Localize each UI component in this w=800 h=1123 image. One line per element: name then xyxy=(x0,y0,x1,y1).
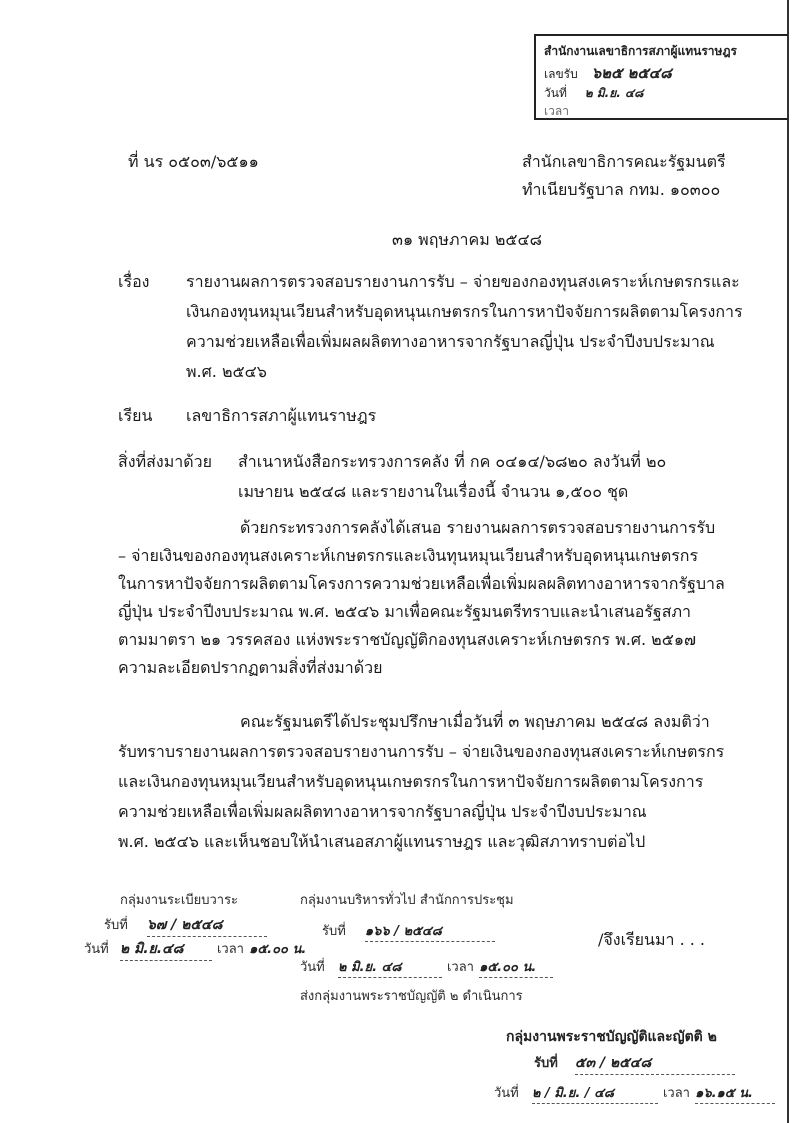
stamp-bills-time-label: เวลา xyxy=(662,1086,690,1101)
paragraph-2-line-3: และเงินกองทุนหมุนเวียนสำหรับอุดหนุนเกษตรกรในการหาปัจจัยการผลิตตามโครงการ xyxy=(118,772,704,791)
subject-line-1: รายงานผลการตรวจสอบรายงานการรับ – จ่ายของกองทุนสงเคราะห์เกษตรกรและ xyxy=(186,272,740,291)
reference-number: ที่ นร ๐๕๐๓/๖๕๑๑ xyxy=(128,152,259,171)
stamp-agenda-date-label: วันที่ xyxy=(84,942,109,957)
document-date: ๓๑ พฤษภาคม ๒๕๔๘ xyxy=(392,230,542,249)
stamp-agenda-date-row xyxy=(84,938,306,961)
paragraph-2-line-1: คณะรัฐมนตรีได้ประชุมปรึกษาเมื่อวันที่ ๓ พฤษภาคม ๒๕๔๘ ลงมติว่า xyxy=(240,712,710,731)
paragraph-2-line-4: ความช่วยเหลือเพื่อเพิ่มผลผลิตทางอาหารจากรัฐบาลญี่ปุ่น ประจำปีงบประมาณ xyxy=(118,802,647,821)
stamp-agenda-date: ๒ มิ.ย.๔๘ xyxy=(120,938,212,961)
paragraph-1-line-4: ญี่ปุ่น ประจำปีงบประมาณ พ.ศ. ๒๕๔๖ มาเพื่อคณะรัฐมนตรีทราบและนำเสนอรัฐสภา xyxy=(118,602,692,621)
stamp-agenda-received: ๖๗ / ๒๕๔๘ xyxy=(147,914,267,937)
receipt-stamp-time-label: เวลา xyxy=(544,104,569,118)
stamp-bills-time: ๑๖.๑๕ น. xyxy=(695,1082,775,1104)
stamp-bills-date-row xyxy=(494,1082,775,1104)
paragraph-2-line-5: พ.ศ. ๒๕๔๖ และเห็นชอบให้นำเสนอสภาผู้แทนราษฎร และวุฒิสภาทราบต่อไป xyxy=(118,832,646,851)
stamp-agenda-received-row xyxy=(104,914,267,937)
stamp-admin-received-label: รับที่ xyxy=(322,924,346,939)
stamp-admin-time-label: เวลา xyxy=(446,960,474,975)
scan-edge-line xyxy=(787,0,789,1123)
subject-line-2: เงินกองทุนหมุนเวียนสำหรับอุดหนุนเกษตรกรในการหาปัจจัยการผลิตตามโครงการ xyxy=(186,302,743,321)
enclosure-line-1: สำเนาหนังสือกระทรวงการคลัง ที่ กค ๐๔๑๔/๖๘๒๐ ลงวันที่ ๒๐ xyxy=(238,452,667,471)
subject-line-4: พ.ศ. ๒๕๔๖ xyxy=(186,362,267,381)
receipt-stamp-date-row xyxy=(544,86,643,100)
sender-office: สำนักเลขาธิการคณะรัฐมนตรี xyxy=(522,152,726,171)
stamp-admin-received: ๑๖๖ / ๒๕๔๘ xyxy=(365,920,495,942)
sender-address: ทำเนียบรัฐบาล กทม. ๑๐๓๐๐ xyxy=(522,180,721,199)
paragraph-1-line-1: ด้วยกระทรวงการคลังได้เสนอ รายงานผลการตรวจสอบรายงานการรับ xyxy=(240,518,716,537)
receipt-stamp xyxy=(534,34,788,120)
stamp-admin-forward: ส่งกลุ่มงานพระราชบัญญัติ ๒ ดำเนินการ xyxy=(300,989,523,1004)
receipt-stamp-number: ๖๒๕ ๒๕๔๘ xyxy=(591,64,672,82)
receipt-stamp-number-row xyxy=(544,66,672,81)
stamp-agenda-time-label: เวลา xyxy=(216,942,244,957)
stamp-admin-title: กลุ่มงานบริหารทั่วไป สำนักการประชุม xyxy=(300,893,514,908)
stamp-admin-date: ๒ มิ.ย. ๔๘ xyxy=(338,956,442,978)
stamp-bills-received: ๕๓ / ๒๕๔๘ xyxy=(575,1052,735,1075)
stamp-agenda-title: กลุ่มงานระเบียบวาระ xyxy=(120,893,239,908)
salutation-label: เรียน xyxy=(118,406,153,425)
stamp-bills-date-label: วันที่ xyxy=(494,1086,519,1101)
stamp-bills-title: กลุ่มงานพระราชบัญญัติและญัตติ ๒ xyxy=(506,1029,717,1045)
subject-line-3: ความช่วยเหลือเพื่อเพิ่มผลผลิตทางอาหารจากรัฐบาลญี่ปุ่น ประจำปีงบประมาณ xyxy=(186,332,715,351)
stamp-admin-time: ๑๕.๐๐ น. xyxy=(479,956,553,978)
stamp-bills-date: ๒ / มิ.ย. / ๔๘ xyxy=(532,1082,658,1104)
stamp-admin-date-row xyxy=(300,956,553,978)
salutation-recipient: เลขาธิการสภาผู้แทนราษฎร xyxy=(186,406,377,425)
stamp-agenda-received-label: รับที่ xyxy=(104,918,128,933)
stamp-agenda-time: ๑๕.๐๐ น. xyxy=(249,942,307,957)
receipt-stamp-time-row xyxy=(544,104,569,118)
paragraph-1-line-5: ตามมาตรา ๒๑ วรรคสอง แห่งพระราชบัญญัติกองทุนสงเคราะห์เกษตรกร พ.ศ. ๒๕๑๗ xyxy=(118,630,697,649)
receipt-stamp-date-label: วันที่ xyxy=(544,86,567,100)
enclosure-label: สิ่งที่ส่งมาด้วย xyxy=(118,452,212,471)
paragraph-1-line-3: ในการหาปัจจัยการผลิตตามโครงการความช่วยเหลือเพื่อเพิ่มผลผลิตทางอาหารจากรัฐบาล xyxy=(118,574,725,593)
stamp-bills-received-label: รับที่ xyxy=(534,1056,558,1071)
paragraph-1-line-6: ความละเอียดปรากฏตามสิ่งที่ส่งมาด้วย xyxy=(118,658,383,677)
receipt-stamp-office: สำนักงานเลขาธิการสภาผู้แทนราษฎร xyxy=(544,44,737,58)
stamp-admin-received-row xyxy=(322,920,495,942)
stamp-admin-date-label: วันที่ xyxy=(300,960,325,975)
stamp-bills-received-row xyxy=(534,1052,735,1075)
receipt-stamp-date: ๒ มิ.ย. ๔๘ xyxy=(584,86,644,100)
paragraph-1-line-2: – จ่ายเงินของกองทุนสงเคราะห์เกษตรกรและเงินทุนหมุนเวียนสำหรับอุดหนุนเกษตรกร xyxy=(118,546,699,565)
closing-text: /จึงเรียนมา . . . xyxy=(598,930,705,949)
receipt-stamp-number-label: เลขรับ xyxy=(544,67,578,81)
subject-label: เรื่อง xyxy=(118,272,150,291)
enclosure-line-2: เมษายน ๒๕๔๘ และรายงานในเรื่องนี้ จำนวน ๑,๕๐๐ ชุด xyxy=(238,482,629,501)
paragraph-2-line-2: รับทราบรายงานผลการตรวจสอบรายงานการรับ – จ่ายเงินของกองทุนสงเคราะห์เกษตรกร xyxy=(118,742,725,761)
